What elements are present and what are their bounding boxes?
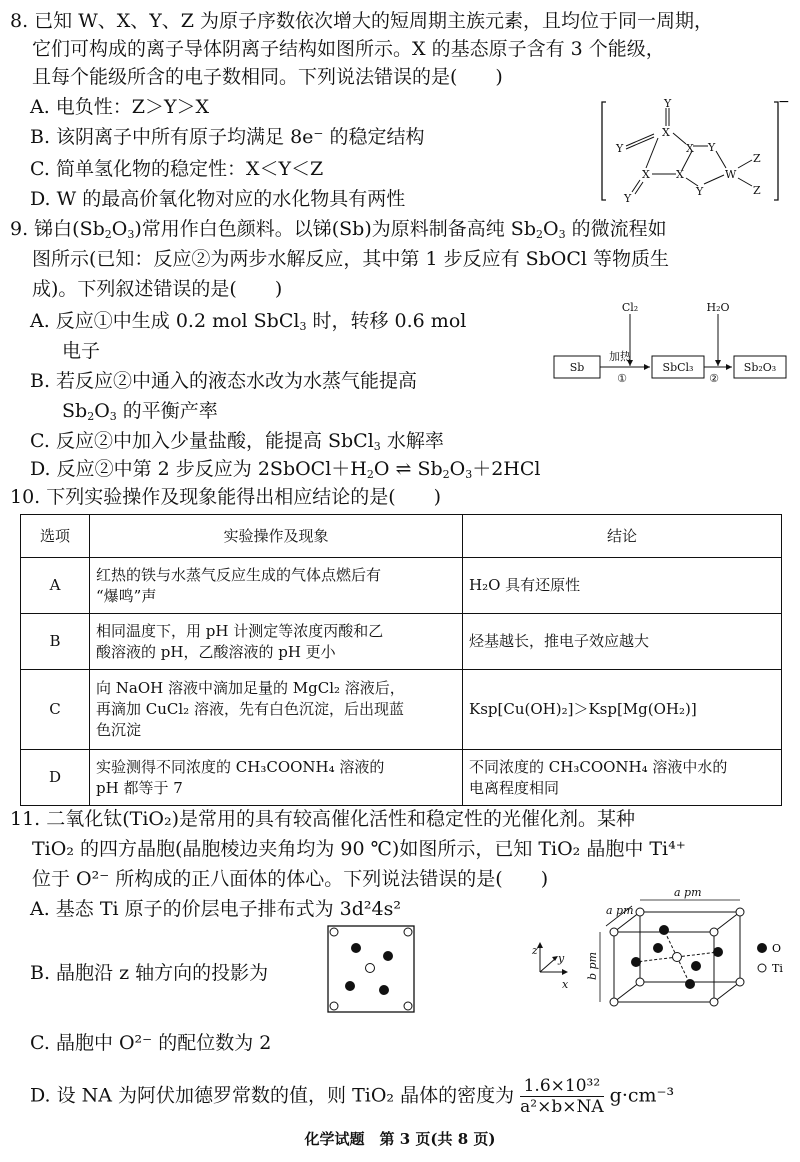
atom-x: X bbox=[676, 168, 684, 181]
q8-anion-structure bbox=[598, 96, 788, 206]
row-conclusion: 烃基越长，推电子效应越大 bbox=[463, 614, 782, 670]
label-b: b pm bbox=[586, 951, 599, 980]
box-sb2o3: Sb₂O₃ bbox=[743, 361, 777, 374]
atom-z: Z bbox=[753, 152, 761, 165]
row-label: A bbox=[21, 558, 90, 614]
q9-flow-diagram bbox=[552, 300, 788, 390]
atom-y: Y bbox=[616, 142, 624, 155]
atom-x: X bbox=[686, 142, 694, 155]
atom-x: X bbox=[642, 168, 650, 181]
q8-option-b: B. 该阴离子中所有原子均满足 8e⁻ 的稳定结构 bbox=[30, 126, 425, 148]
q9-stem-line2: 图所示(已知：反应②为两步水解反应，其中第 1 步反应有 SbOCl 等物质生 bbox=[32, 248, 670, 270]
atom-y: Y bbox=[624, 192, 632, 205]
row-operation: 相同温度下，用 pH 计测定等浓度丙酸和乙 酸溶液的 pH，乙酸溶液的 pH 更小 bbox=[90, 614, 463, 670]
axis-x: x bbox=[562, 978, 569, 991]
q9-option-b: B. 若反应②中通入的液态水改为水蒸气能提高 bbox=[30, 370, 418, 392]
q8-option-c: C. 简单氢化物的稳定性：X＜Y＜Z bbox=[30, 158, 324, 180]
q11-stem-line1: 11. 二氧化钛(TiO₂)是常用的具有较高催化活性和稳定性的光催化剂。某种 bbox=[10, 808, 636, 830]
reagent-cl2: Cl₂ bbox=[621, 301, 639, 314]
row-label: D bbox=[21, 750, 90, 806]
atom-y: Y bbox=[664, 97, 672, 110]
q11-option-a: A. 基态 Ti 原子的价层电子排布式为 3d²4s² bbox=[30, 898, 401, 920]
q8-option-a: A. 电负性：Z＞Y＞X bbox=[30, 96, 210, 118]
q8-stem-line3: 且每个能级所含的电子数相同。下列说法错误的是( ) bbox=[32, 66, 503, 88]
row-operation: 向 NaOH 溶液中滴加足量的 MgCl₂ 溶液后， 再滴加 CuCl₂ 溶液，先有白色沉淀，后出现蓝 色沉淀 bbox=[90, 670, 463, 750]
atom-x: X bbox=[662, 126, 670, 139]
q9-stem-line1: 9. 锑白$(Sb_2O_3)$常用作白色颜料。以锑(Sb)为原料制备高纯 $Sb_2O_3$ 的微流程如 bbox=[10, 218, 667, 241]
density-fraction: $\frac{\text{1.6×10³²}}{\text{a²×b×NA}}$ bbox=[520, 1076, 604, 1117]
header-operation: 实验操作及现象 bbox=[90, 515, 463, 558]
label-step1: ① bbox=[617, 372, 627, 385]
q11-stem-line3: 位于 O²⁻ 所构成的正八面体的体心。下列说法错误的是( ) bbox=[32, 868, 549, 890]
label-heat: 加热 bbox=[609, 350, 631, 363]
row-conclusion: H₂O 具有还原性 bbox=[463, 558, 782, 614]
table-row bbox=[21, 670, 782, 750]
label-a-side: a pm bbox=[606, 904, 634, 917]
reagent-h2o: H₂O bbox=[706, 301, 730, 314]
row-conclusion: Ksp[Cu(OH)₂]＞Ksp[Mg(OH₂)] bbox=[463, 670, 782, 750]
q11-projection-square bbox=[326, 924, 416, 1014]
row-conclusion: 不同浓度的 CH₃COONH₄ 溶液中水的 电离程度相同 bbox=[463, 750, 782, 806]
legend-ti: Ti bbox=[772, 962, 783, 975]
row-operation: 红热的铁与水蒸气反应生成的气体点燃后有 “爆鸣”声 bbox=[90, 558, 463, 614]
q11-option-b: B. 晶胞沿 z 轴方向的投影为 bbox=[30, 962, 269, 984]
q11-option-c: C. 晶胞中 O²⁻ 的配位数为 2 bbox=[30, 1032, 272, 1054]
header-option: 选项 bbox=[21, 515, 90, 558]
q10-table bbox=[20, 514, 782, 806]
row-label: C bbox=[21, 670, 90, 750]
q9-option-d: D. 反应②中第 2 步反应为 $2SbOCl+H_2O$ ⇌ $Sb_2O_3+2HCl$ bbox=[30, 458, 541, 481]
row-label: B bbox=[21, 614, 90, 670]
atom-y: Y bbox=[696, 185, 704, 198]
anion-charge: − bbox=[778, 94, 790, 110]
box-sbcl3: SbCl₃ bbox=[662, 361, 694, 374]
page-footer: 化学试题 第 3 页(共 8 页) bbox=[304, 1130, 496, 1148]
box-sb: Sb bbox=[569, 361, 585, 374]
row-operation: 实验测得不同浓度的 CH₃COONH₄ 溶液的 pH 都等于 7 bbox=[90, 750, 463, 806]
label-step2: ② bbox=[709, 372, 719, 385]
q9-option-a-cont: 电子 bbox=[62, 340, 101, 362]
axis-y: y bbox=[558, 952, 565, 965]
label-a-top: a pm bbox=[674, 886, 702, 899]
q8-stem-line2: 它们可构成的离子导体阴离子结构如图所示。X 的基态原子含有 3 个能级， bbox=[32, 38, 665, 60]
table-header-row bbox=[21, 515, 782, 558]
legend-o: O bbox=[772, 942, 782, 955]
q9-option-a: A. 反应①中生成 0.2 mol SbCl$_3$ 时，转移 0.6 mol bbox=[30, 310, 467, 333]
table-row bbox=[21, 750, 782, 806]
q10-stem: 10. 下列实验操作及现象能得出相应结论的是( ) bbox=[10, 486, 442, 508]
header-conclusion: 结论 bbox=[463, 515, 782, 558]
q11-option-d: D. 设 NA 为阿伏加德罗常数的值，则 TiO₂ 晶体的密度为 $\frac{\text{1.6×10³²}}{\text{a²×b×NA}}$ g·cm⁻³ bbox=[30, 1076, 675, 1117]
atom-w: W bbox=[725, 168, 737, 181]
q9-stem-line3: 成)。下列叙述错误的是( ) bbox=[32, 278, 283, 300]
q8-option-d: D. W 的最高价氧化物对应的水化物具有两性 bbox=[30, 188, 406, 210]
table-row bbox=[21, 614, 782, 670]
atom-y: Y bbox=[708, 141, 716, 154]
axis-z: z bbox=[532, 944, 538, 957]
table-row bbox=[21, 558, 782, 614]
atom-z: Z bbox=[753, 184, 761, 197]
q11-unit-cell bbox=[526, 884, 790, 1014]
q11-stem-line2: TiO₂ 的四方晶胞(晶胞棱边夹角均为 90 ℃)如图所示，已知 TiO₂ 晶胞中 Ti⁴⁺ bbox=[32, 838, 686, 860]
q9-option-c: C. 反应②中加入少量盐酸，能提高 SbCl$_3$ 水解率 bbox=[30, 430, 444, 453]
q9-option-b-cont: $Sb_2O_3$ 的平衡产率 bbox=[62, 400, 218, 423]
q8-stem-line1: 8. 已知 W、X、Y、Z 为原子序数依次增大的短周期主族元素，且均位于同一周期， bbox=[10, 10, 714, 32]
